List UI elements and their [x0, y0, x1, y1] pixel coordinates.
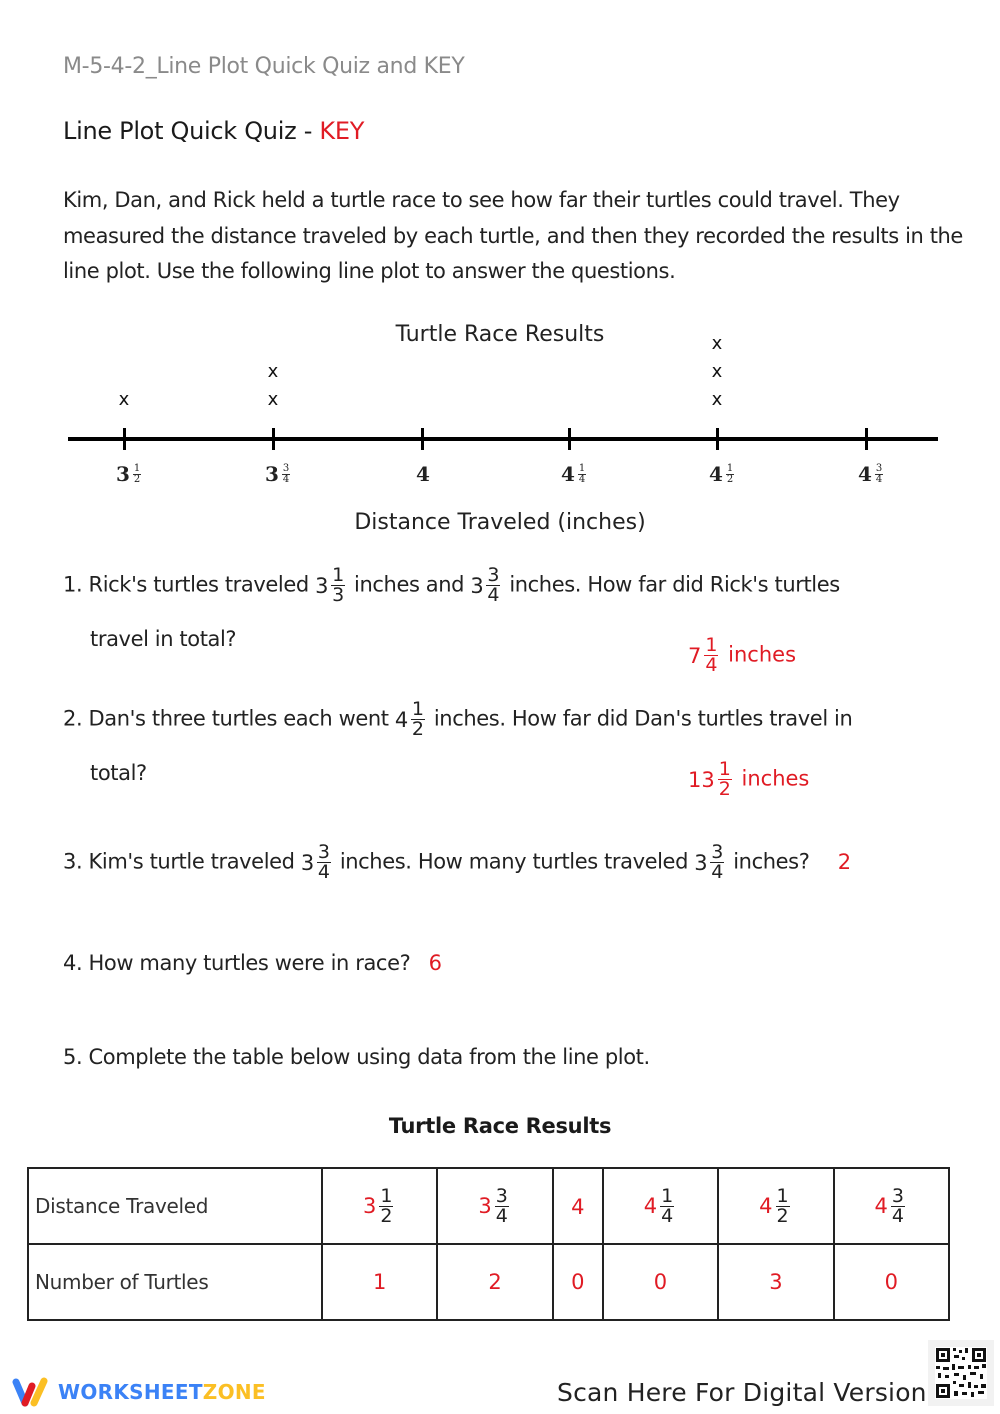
logo-mark-icon	[10, 1376, 52, 1408]
data-point-x-mark: x	[711, 333, 723, 354]
denominator: 4	[317, 861, 330, 883]
whole: 3	[300, 850, 314, 875]
page-title	[63, 117, 364, 145]
question-4	[63, 951, 442, 975]
whole: 3	[694, 850, 708, 875]
fraction	[486, 566, 500, 605]
question-number: 2.	[63, 706, 83, 731]
question-number: 5.	[63, 1045, 83, 1069]
row-header: Distance Traveled	[28, 1168, 322, 1244]
count-cell: 1	[322, 1244, 437, 1320]
title-key-label: KEY	[319, 117, 365, 145]
denominator: 2	[411, 718, 424, 740]
question-5	[63, 1045, 650, 1069]
question-text: Kim's turtle traveled	[88, 849, 301, 874]
title-text: Line Plot Quick Quiz -	[63, 117, 320, 145]
logo-word-zone: ZONE	[202, 1380, 266, 1404]
mixed-number	[470, 566, 503, 605]
qr-code-icon[interactable]	[928, 1340, 994, 1406]
question-number: 3.	[63, 849, 83, 874]
scan-text: Scan Here For Digital Version	[557, 1378, 927, 1407]
answer-unit: inches	[728, 642, 797, 667]
question-text: inches. How many turtles traveled	[333, 849, 695, 874]
mixed-number	[315, 566, 348, 605]
distance-cell: 4 $\frac{1}{2}$	[718, 1168, 833, 1244]
question-text: inches?	[726, 849, 810, 874]
numerator: 3	[487, 564, 500, 586]
mixed-number	[688, 760, 735, 799]
whole: 13	[688, 767, 715, 792]
axis-tick	[272, 428, 275, 450]
count-cell: 3	[718, 1244, 833, 1320]
document-id: M-5-4-2_Line Plot Quick Quiz and KEY	[63, 54, 465, 79]
table-row-count	[28, 1244, 949, 1320]
question-2-line2: total?	[90, 761, 147, 785]
question-3	[63, 843, 851, 882]
whole: 7	[688, 643, 702, 668]
count-cell: 2	[437, 1244, 552, 1320]
count-cell: 0	[553, 1244, 603, 1320]
worksheet-zone-logo[interactable]	[10, 1376, 266, 1408]
tick-label: 4	[416, 462, 430, 486]
table-title: Turtle Race Results	[388, 1114, 612, 1138]
numerator: 3	[711, 841, 723, 863]
line-plot-x-label: Distance Traveled (inches)	[354, 510, 646, 535]
line-plot-title: Turtle Race Results	[395, 322, 605, 347]
answer-unit: inches	[741, 766, 810, 791]
question-number: 4.	[63, 951, 83, 975]
distance-cell: 3 $\frac{3}{4}$	[437, 1168, 552, 1244]
axis-tick	[421, 428, 424, 450]
results-table	[27, 1167, 950, 1321]
whole: 3	[315, 573, 329, 598]
tick-label: 4 1 2	[709, 462, 734, 486]
question-text: inches. How far did Rick's turtles	[503, 572, 840, 597]
distance-cell: 4 $\frac{1}{4}$	[603, 1168, 718, 1244]
tick-label: 4 1 4	[561, 462, 586, 486]
distance-cell: 3 $\frac{1}{2}$	[322, 1168, 437, 1244]
fraction	[718, 760, 732, 799]
question-text: inches. How far did Dan's turtles travel in	[427, 706, 853, 731]
mixed-number	[301, 843, 334, 882]
fraction	[704, 636, 718, 675]
numerator: 1	[718, 758, 731, 780]
fraction	[331, 566, 345, 605]
denominator: 3	[332, 584, 344, 606]
data-point-x-mark: x	[267, 361, 279, 382]
numerator: 1	[332, 564, 344, 586]
denominator: 4	[711, 861, 723, 883]
fraction	[317, 843, 331, 882]
data-point-x-mark: x	[267, 389, 279, 410]
numerator: 3	[317, 841, 330, 863]
question-1-line2: travel in total?	[90, 627, 237, 651]
question-text: Rick's turtles traveled	[88, 572, 316, 597]
question-number: 1.	[63, 572, 83, 597]
mixed-number	[694, 843, 727, 882]
axis-tick	[865, 428, 868, 450]
whole: 3	[470, 573, 484, 598]
question-text: How many turtles were in race?	[88, 951, 411, 975]
row-header: Number of Turtles	[28, 1244, 322, 1320]
denominator: 4	[487, 584, 500, 606]
answer-2	[688, 760, 809, 799]
mixed-number	[688, 636, 721, 675]
number-line-axis	[68, 437, 938, 441]
answer-4: 6	[428, 951, 442, 975]
data-point-x-mark: x	[711, 361, 723, 382]
question-text: inches and	[347, 572, 471, 597]
tick-label: 3 1 2	[116, 462, 141, 486]
axis-tick	[123, 428, 126, 450]
question-text: Complete the table below using data from the line plot.	[88, 1045, 650, 1069]
denominator: 2	[718, 778, 731, 800]
answer-3: 2	[837, 849, 851, 874]
tick-label: 3 3 4	[265, 462, 290, 486]
fraction	[710, 843, 724, 882]
question-1	[63, 566, 840, 605]
numerator: 1	[411, 698, 424, 720]
logo-word-worksheet: WORKSHEET	[58, 1380, 203, 1404]
count-cell: 0	[603, 1244, 718, 1320]
axis-tick	[568, 428, 571, 450]
mixed-number	[395, 700, 428, 739]
fraction	[411, 700, 425, 739]
logo-text	[58, 1380, 266, 1404]
denominator: 4	[705, 654, 718, 676]
distance-cell: 4 $\frac{3}{4}$	[834, 1168, 949, 1244]
table-row-distance	[28, 1168, 949, 1244]
numerator: 1	[705, 634, 718, 656]
axis-tick	[716, 428, 719, 450]
tick-label: 4 3 4	[858, 462, 883, 486]
answer-1	[688, 636, 796, 675]
distance-cell: 4	[553, 1168, 603, 1244]
count-cell: 0	[834, 1244, 949, 1320]
data-point-x-mark: x	[118, 389, 130, 410]
question-2	[63, 700, 852, 739]
question-text: Dan's three turtles each went	[88, 706, 395, 731]
data-point-x-mark: x	[711, 389, 723, 410]
whole: 4	[394, 707, 408, 732]
intro-paragraph: Kim, Dan, and Rick held a turtle race to see how far their turtles could travel. They measured the distance traveled by each turtle, and then they recorded the results in the line plot. Use the following line plot to answer the questions.	[63, 188, 963, 283]
